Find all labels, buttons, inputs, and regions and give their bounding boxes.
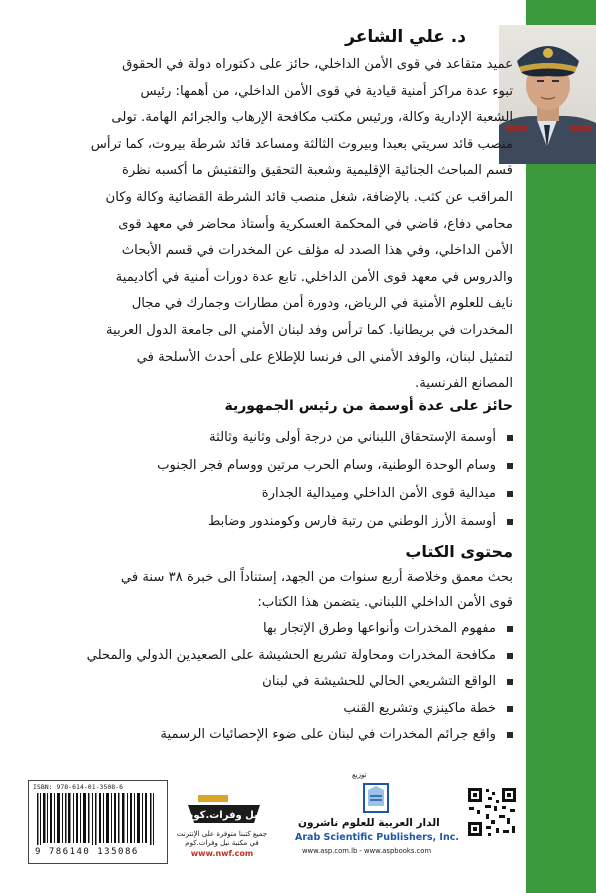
- award-item: ميدالية قوى الأمن الداخلي وميدالية الجدارة: [157, 480, 513, 508]
- nwf-caption: [172, 830, 272, 848]
- book-contents-intro: [43, 565, 513, 615]
- nwf-caption-line: جميع كتبنا متوفرة على الإنترنت: [176, 830, 268, 838]
- bio-line: والدروس في معهد قوى الأمن الداخلي. تابع عدة دورات أمنية في أكاديمية: [115, 269, 513, 285]
- intro-line: قوى الأمن الداخلي اللبناني. يتضمن هذا الكتاب:: [257, 595, 513, 610]
- topic-item: واقع جرائم المخدرات في لبنان على ضوء الإحصائيات الرسمية: [87, 722, 513, 749]
- author-name: د. علي الشاعر: [345, 27, 466, 47]
- barcode-number: 9 786140 135086: [35, 847, 139, 857]
- bio-line: لتمثيل لبنان، والوفد الأمني الى فرنسا للإطلاع على أحدث الأسلحة في: [136, 349, 513, 365]
- nwf-url: www.nwf.com: [190, 849, 254, 858]
- awards-list: [157, 424, 513, 536]
- barcode-bars: [37, 793, 159, 845]
- back-cover-footer: [0, 770, 526, 893]
- topic-item: مكافحة المخدرات ومحاولة تشريع الحشيشة على الصعيدين الدولي والمحلي: [87, 643, 513, 670]
- nwf-logo: [184, 793, 264, 827]
- topic-item: مفهوم المخدرات وأنواعها وطرق الإتجار بها: [87, 616, 513, 643]
- award-item: أوسمة الأرز الوطني من رتبة فارس وكومندور وضابط: [157, 508, 513, 536]
- bio-line: عميد متقاعد في قوى الأمن الداخلي، حائز على دكتوراه دولة في الحقوق: [122, 57, 513, 72]
- intro-line: بحث معمق وخلاصة أربع سنوات من الجهد، إستناداً الى خبرة ٣٨ سنة في: [120, 570, 513, 585]
- qr-code: [466, 786, 518, 838]
- author-photo: [499, 25, 596, 164]
- bio-line: المخدرات في بريطانيا. كما ترأس وفد لبنان الأمني الى جامعة الدول العربية: [106, 322, 513, 338]
- publisher-logo-icon: [356, 782, 396, 816]
- bio-line: محامي دفاع، قاضي في المحكمة العسكرية وأستاذ محاضر في معهد قوى: [118, 216, 513, 232]
- award-item: وسام الوحدة الوطنية، وسام الحرب مرتين ووسام فجر الجنوب: [157, 452, 513, 480]
- book-contents-heading: محتوى الكتاب: [405, 542, 513, 561]
- book-topics-list: [87, 616, 513, 749]
- bio-line: قسم المباحث الجنائية الإقليمية وشعبة التحقيق والتفتيش ما أكسبه نظرة: [121, 163, 513, 179]
- distribution-label: توزيع: [352, 771, 367, 779]
- publisher-name-arabic: الدار العربية للعلوم ناشرون: [298, 817, 440, 829]
- bio-line: المصانع الفرنسية.: [415, 376, 513, 392]
- isbn-barcode: [28, 780, 168, 864]
- bio-line: منصب قائد سريتي بعبدا وبيروت الثالثة ومساعد قائد شرطة بيروت، كما ترأس: [90, 136, 513, 152]
- author-bio: [43, 52, 513, 398]
- bio-line: الشعبة الإدارية وكالة، ورئيس مكتب مكافحة الإرهاب والجرائم الهامة. تولى: [111, 110, 513, 126]
- publisher-name-english: Arab Scientific Publishers, Inc.: [295, 832, 459, 843]
- awards-heading: حائز على عدة أوسمة من رئيس الجمهورية: [224, 398, 513, 414]
- topic-item: الواقع التشريعي الحالي للحشيشة في لبنان: [87, 669, 513, 696]
- bio-line: الأمن الداخلي، وفي هذا الصدد له مؤلف عن المخدرات في قسم الأبحاث: [121, 243, 513, 259]
- isbn-text: ISBN: 978-614-01-3508-6: [33, 783, 124, 791]
- publisher-url: www.asp.com.lb - www.aspbooks.com: [302, 847, 432, 855]
- topic-item: خطة ماكينزي وتشريع القنب: [87, 696, 513, 723]
- bio-line: نايف للعلوم الأمنية في الرياض، ودورة أمن مطارات وجمارك في مجال: [131, 296, 513, 312]
- bio-line: المراقب عن كثب. بالإضافة، شغل منصب قائد الشرطة القضائية وكالة وكان: [105, 189, 513, 205]
- bio-line: تبوء عدة مراكز أمنية قيادية في قوى الأمن الداخلي، من أهمها: رئيس: [140, 83, 513, 99]
- award-item: أوسمة الإستحقاق اللبناني من درجة أولى وثانية وثالثة: [157, 424, 513, 452]
- nwf-logo-text: نيل وفرات.كوم: [186, 810, 262, 821]
- nwf-caption-line: في مكتبة نيل وفرات.كوم: [185, 839, 259, 847]
